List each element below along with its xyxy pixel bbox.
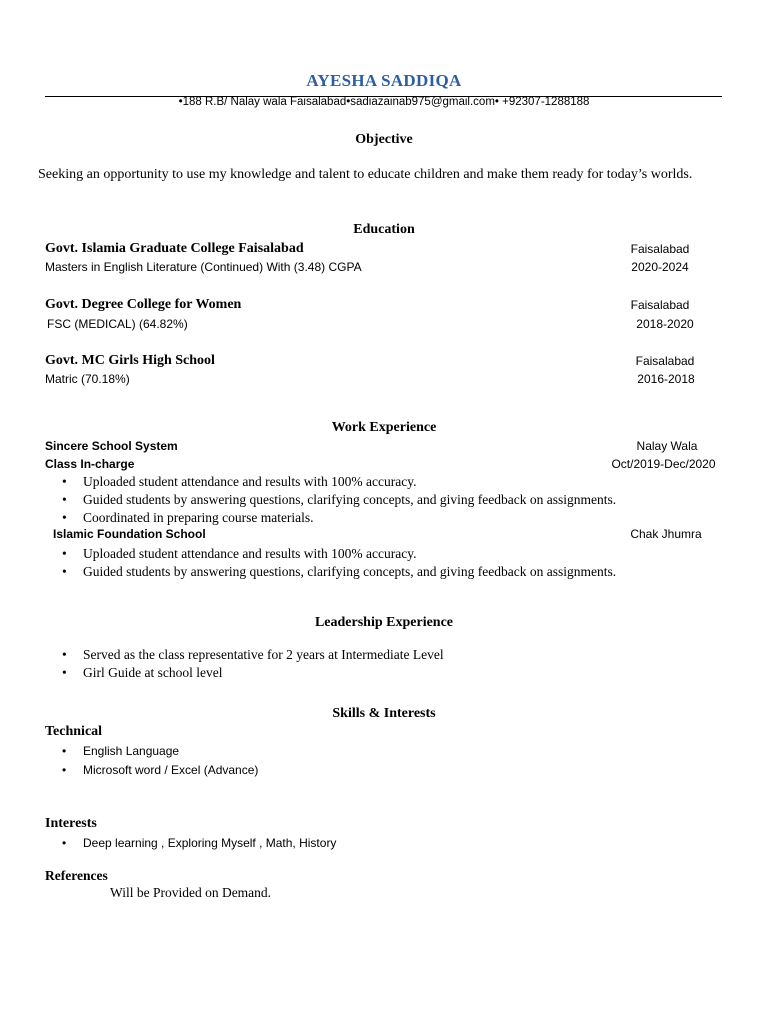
list-item: • Deep learning , Exploring Myself , Math, History [62, 834, 336, 853]
education-years: 2020-2024 [631, 260, 689, 274]
education-institution: Govt. Degree College for Women [45, 297, 242, 312]
job-role: Class In-charge [45, 457, 135, 471]
list-item: • Coordinated in preparing course materials. [62, 509, 616, 527]
education-location: Faisalabad [630, 298, 690, 312]
references-label: References [45, 868, 108, 883]
list-item: • Served as the class representative for 2 years at Intermediate Level [62, 646, 444, 664]
education-years: 2018-2020 [636, 317, 694, 331]
list-item: • Uploaded student attendance and results with 100% accuracy. [62, 473, 616, 491]
job-bullet-list [62, 473, 616, 527]
work-heading: Work Experience [331, 420, 437, 435]
skills-heading: Skills & Interests [332, 706, 436, 721]
education-location: Faisalabad [635, 354, 695, 368]
leadership-heading: Leadership Experience [314, 615, 454, 630]
leadership-bullet-list [62, 646, 444, 682]
interests-label: Interests [45, 816, 97, 831]
list-item: • Guided students by answering questions, clarifying concepts, and giving feedback on assignments. [62, 491, 616, 509]
education-detail: Matric (70.18%) [45, 372, 130, 386]
education-detail: FSC (MEDICAL) (64.82%) [47, 317, 188, 331]
education-years: 2016-2018 [637, 372, 695, 386]
list-item: • English Language [62, 742, 258, 761]
education-location: Faisalabad [630, 242, 690, 256]
job-dates: Oct/2019-Dec/2020 [611, 457, 716, 471]
list-item: • Guided students by answering questions, clarifying concepts, and giving feedback on assignments. [62, 563, 616, 581]
education-detail: Masters in English Literature (Continued) With (3.48) CGPA [45, 260, 362, 274]
education-heading: Education [353, 222, 415, 237]
technical-list [62, 742, 258, 780]
objective-text: Seeking an opportunity to use my knowledge and talent to educate children and make them ready for today’s worlds. [38, 167, 693, 182]
job-organization: Sincere School System [45, 439, 178, 453]
references-text: Will be Provided on Demand. [110, 885, 272, 900]
list-item: • Uploaded student attendance and results with 100% accuracy. [62, 545, 616, 563]
technical-label: Technical [45, 724, 103, 739]
education-institution: Govt. Islamia Graduate College Faisalabad [45, 241, 304, 256]
interests-list [62, 834, 336, 853]
education-institution: Govt. MC Girls High School [45, 353, 215, 368]
job-organization: Islamic Foundation School [53, 527, 206, 541]
job-bullet-list [62, 545, 616, 581]
objective-heading: Objective [355, 132, 413, 147]
job-location: Chak Jhumra [630, 527, 702, 541]
candidate-name: AYESHA SADDIQA [306, 71, 462, 90]
list-item: • Girl Guide at school level [62, 664, 444, 682]
contact-line: •188 R.B/ Nalay wala Faisalabad•sadiazainab975@gmail.com• +92307-1288188 [178, 96, 590, 108]
job-location: Nalay Wala [636, 439, 698, 453]
list-item: • Microsoft word / Excel (Advance) [62, 761, 258, 780]
